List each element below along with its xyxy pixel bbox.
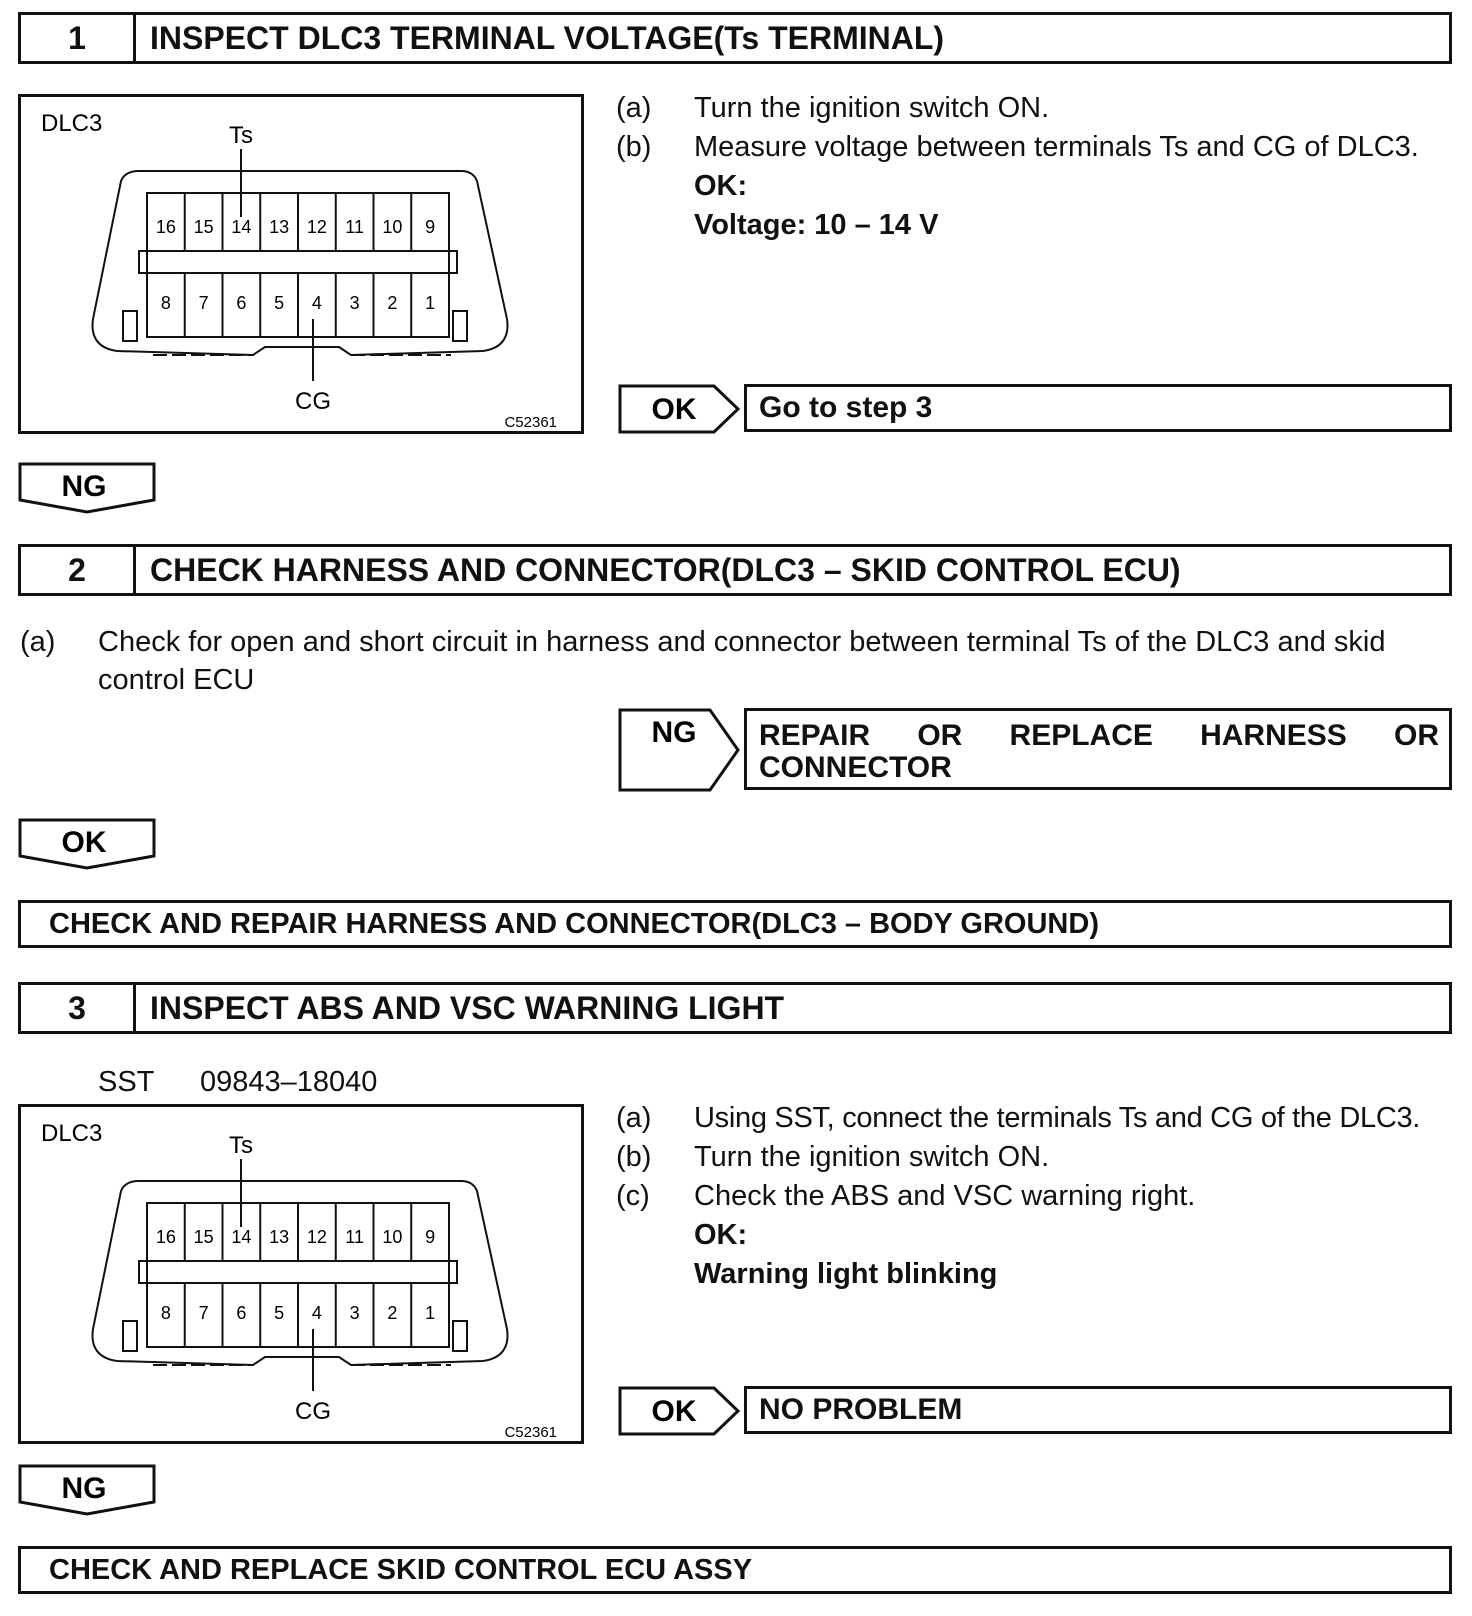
sst-number: 09843–18040 xyxy=(200,1066,378,1098)
step-3-marker-c: (c) xyxy=(616,1180,650,1212)
pin-number: 12 xyxy=(306,217,327,237)
result-word: OR xyxy=(917,719,963,752)
step-2-marker-a: (a) xyxy=(20,626,56,658)
result-word: OR xyxy=(1394,719,1439,752)
step-1-ng-label: NG xyxy=(61,470,107,503)
dlc3-label: DLC3 xyxy=(41,110,103,137)
pin-number: 4 xyxy=(311,293,322,313)
pin-number: 2 xyxy=(387,1303,398,1323)
step-3-title: INSPECT ABS AND VSC WARNING LIGHT xyxy=(150,989,785,1026)
step-3-instruction-b: Turn the ignition switch ON. xyxy=(694,1141,1050,1173)
dlc3-diagram-1 xyxy=(18,94,584,434)
step-1-ok-tag-label: OK xyxy=(651,393,697,426)
step-2-number: 2 xyxy=(21,547,136,593)
result-word: REPAIR xyxy=(759,719,871,752)
step-2-ok-down-arrow xyxy=(18,818,158,872)
pin-number: 11 xyxy=(345,1227,364,1247)
step-1-ok-arrow-tag xyxy=(618,384,742,434)
step-3-result-box: NO PROBLEM xyxy=(744,1386,1452,1434)
pin-number: 13 xyxy=(269,217,290,237)
step-3-ok-arrow-tag xyxy=(618,1386,742,1436)
figure-code: C52361 xyxy=(504,1424,557,1441)
pin-number: 7 xyxy=(198,1303,209,1323)
dlc3-diagram-2 xyxy=(18,1104,584,1444)
step-3-number: 3 xyxy=(21,985,136,1031)
step-1-instruction-b: Measure voltage between terminals Ts and CG of DLC3. xyxy=(694,131,1419,163)
step-1-instruction-a: Turn the ignition switch ON. xyxy=(694,92,1050,124)
pin-number: 16 xyxy=(155,1227,176,1247)
step-3-instruction-a: Using SST, connect the terminals Ts and CG of the DLC3. xyxy=(694,1102,1421,1134)
step-2-result-line1 xyxy=(747,711,1449,753)
pin-number: 15 xyxy=(193,217,214,237)
step-3-ok-tag-label: OK xyxy=(651,1395,697,1428)
check-repair-body-ground-box: CHECK AND REPAIR HARNESS AND CONNECTOR(DLC3 – BODY GROUND) xyxy=(18,900,1452,948)
pin-number: 10 xyxy=(382,217,403,237)
pin-number: 4 xyxy=(311,1303,322,1323)
step-1-result-box: Go to step 3 xyxy=(744,384,1452,432)
sst-label: SST xyxy=(98,1066,155,1098)
step-1-ok-label: OK: xyxy=(694,170,748,202)
pin-number: 5 xyxy=(274,1303,285,1323)
step-1-marker-a: (a) xyxy=(616,92,652,124)
pin-number: 9 xyxy=(425,217,436,237)
step-3-marker-a: (a) xyxy=(616,1102,652,1134)
pin-number: 9 xyxy=(425,1227,436,1247)
pin-number: 15 xyxy=(193,1227,214,1247)
step-1-marker-b: (b) xyxy=(616,131,652,163)
step-1-header xyxy=(18,12,1452,64)
step-3-instruction-c: Check the ABS and VSC warning right. xyxy=(694,1180,1196,1212)
pin-number: 8 xyxy=(160,1303,171,1323)
pin-number: 8 xyxy=(160,293,171,313)
dlc3-connector-drawing xyxy=(21,97,581,431)
step-3-header xyxy=(18,982,1452,1034)
ts-label: Ts xyxy=(229,1132,253,1159)
pin-number: 16 xyxy=(155,217,176,237)
result-word: HARNESS xyxy=(1200,719,1347,752)
result-word: REPLACE xyxy=(1009,719,1153,752)
pin-number: 14 xyxy=(231,1227,252,1247)
step-2-result-line2: CONNECTOR xyxy=(759,751,952,784)
step-3-ng-down-arrow xyxy=(18,1464,158,1518)
step-2-instruction-line1: Check for open and short circuit in harness and connector between terminal Ts of the DLC3 and skid xyxy=(98,626,1386,658)
pin-number: 5 xyxy=(274,293,285,313)
figure-code: C52361 xyxy=(504,414,557,431)
ts-label: Ts xyxy=(229,122,253,149)
pin-number: 3 xyxy=(349,293,360,313)
pin-number: 1 xyxy=(425,293,436,313)
pin-number: 1 xyxy=(425,1303,436,1323)
pin-number: 11 xyxy=(345,217,364,237)
step-3-ng-label: NG xyxy=(61,1472,107,1505)
step-2-ok-label: OK xyxy=(61,826,107,859)
cg-label: CG xyxy=(295,388,331,415)
step-2-title: CHECK HARNESS AND CONNECTOR(DLC3 – SKID CONTROL ECU) xyxy=(150,551,1181,588)
step-3-ok-label: OK: xyxy=(694,1219,748,1251)
pin-number: 12 xyxy=(306,1227,327,1247)
pin-number: 7 xyxy=(198,293,209,313)
step-2-ng-tag-label: NG xyxy=(651,716,697,749)
step-1-ok-value: Voltage: 10 – 14 V xyxy=(694,209,939,241)
step-2-ng-arrow-tag xyxy=(618,708,742,792)
step-2-header xyxy=(18,544,1452,596)
pin-number: 3 xyxy=(349,1303,360,1323)
step-2-result-box xyxy=(744,708,1452,790)
step-1-number: 1 xyxy=(21,15,136,61)
pin-number: 10 xyxy=(382,1227,403,1247)
pin-number: 13 xyxy=(269,1227,290,1247)
dlc3-label: DLC3 xyxy=(41,1120,103,1147)
cg-label: CG xyxy=(295,1398,331,1425)
dlc3-connector-drawing xyxy=(21,1107,581,1441)
pin-number: 14 xyxy=(231,217,252,237)
pin-number: 2 xyxy=(387,293,398,313)
check-replace-ecu-box: CHECK AND REPLACE SKID CONTROL ECU ASSY xyxy=(18,1546,1452,1594)
step-1-title: INSPECT DLC3 TERMINAL VOLTAGE(Ts TERMINAL) xyxy=(150,19,945,56)
step-2-instruction-line2: control ECU xyxy=(98,664,255,696)
step-3-ok-value: Warning light blinking xyxy=(694,1258,998,1290)
pin-number: 6 xyxy=(236,1303,247,1323)
step-3-marker-b: (b) xyxy=(616,1141,652,1173)
step-1-ng-down-arrow xyxy=(18,462,158,516)
pin-number: 6 xyxy=(236,293,247,313)
